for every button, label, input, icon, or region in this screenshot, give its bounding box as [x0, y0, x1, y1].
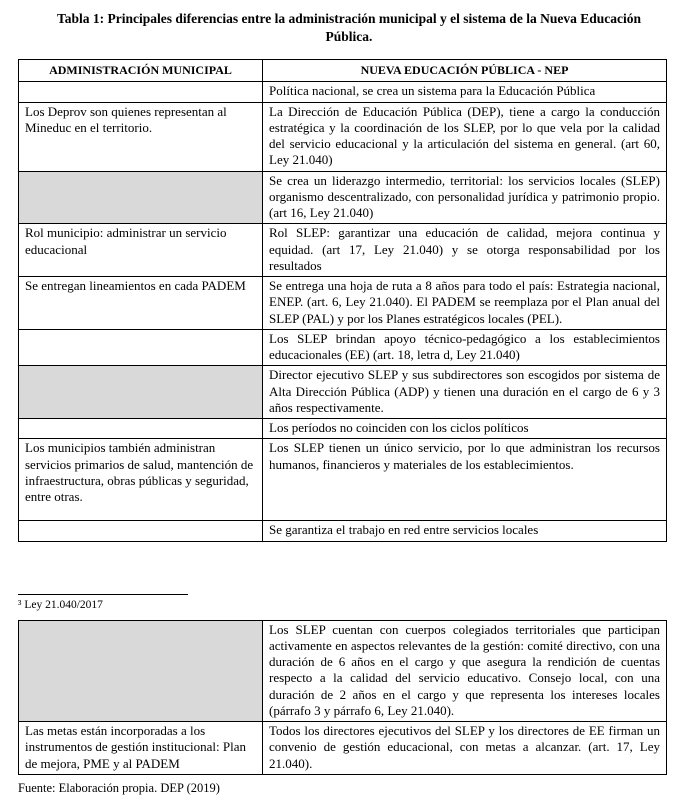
nep-cell: La Dirección de Educación Pública (DEP), tiene a cargo la conducción estratégica y la coordinación de los SLEP, por lo que vela por la calidad del servicio educacional y la articulación del sistema en general. (art 60, Ley 21.040): [263, 102, 667, 171]
nep-cell: Los SLEP tienen un único servicio, por lo que administran los recursos humanos, financieros y materiales de los establecimientos.: [263, 439, 667, 521]
municipal-cell: [19, 419, 263, 439]
comparison-table-part2: [18, 620, 667, 775]
table-row: [19, 224, 667, 277]
table-row: [19, 439, 667, 521]
nep-cell: Rol SLEP: garantizar una educación de calidad, mejora continua y equidad. (art 17, Ley 21.040) y se otorga responsabilidad por los resultados: [263, 224, 667, 277]
municipal-cell: [19, 329, 263, 366]
table-row: [19, 620, 667, 722]
table-row: [19, 419, 667, 439]
footnote-divider: [18, 594, 188, 595]
nep-cell: Se crea un liderazgo intermedio, territorial: los servicios locales (SLEP) organismo descentralizado, con personalidad jurídica y patrimonio propio. (art 16, Ley 21.040): [263, 171, 667, 224]
municipal-cell: [19, 620, 263, 722]
table-row: [19, 277, 667, 330]
header-row: [19, 60, 667, 82]
table-row: [19, 171, 667, 224]
column-header-municipal: ADMINISTRACIÓN MUNICIPAL: [19, 60, 263, 82]
municipal-cell: [19, 521, 263, 541]
municipal-cell: Se entregan lineamientos en cada PADEM: [19, 277, 263, 330]
nep-cell: Se entrega una hoja de ruta a 8 años para todo el país: Estrategia nacional, ENEP. (art. 6, Ley 21.040). El PADEM se reemplaza por el Plan anual del SLEP (PAL) y por los Planes estratégicos locales (PEL).: [263, 277, 667, 330]
municipal-cell: [19, 82, 263, 102]
nep-cell: Todos los directores ejecutivos del SLEP y los directores de EE firman un convenio de gestión educacional, con metas a alcanzar. (art. 17, Ley 21.040).: [263, 722, 667, 775]
nep-cell: Se garantiza el trabajo en red entre servicios locales: [263, 521, 667, 541]
nep-cell: Política nacional, se crea un sistema para la Educación Pública: [263, 82, 667, 102]
table-row: [19, 521, 667, 541]
nep-cell: Los períodos no coinciden con los ciclos políticos: [263, 419, 667, 439]
municipal-cell: [19, 366, 263, 419]
footnote-text: ³ Ley 21.040/2017: [18, 598, 103, 611]
table-row: [19, 329, 667, 366]
municipal-cell: Las metas están incorporadas a los instrumentos de gestión institucional: Plan de mejora, PME y al PADEM: [19, 722, 263, 775]
municipal-cell: Rol municipio: administrar un servicio educacional: [19, 224, 263, 277]
municipal-cell: Los municipios también administran servicios primarios de salud, mantención de infraestructura, obras públicas y seguridad, entre otras.: [19, 439, 263, 521]
table-row: [19, 722, 667, 775]
nep-cell: Director ejecutivo SLEP y sus subdirectores son escogidos por sistema de Alta Dirección Pública (ADP) y tienen una duración en el cargo de 6 y 3 años respectivamente.: [263, 366, 667, 419]
nep-cell: Los SLEP brindan apoyo técnico-pedagógico a los establecimientos educacionales (EE) (art. 18, letra d, Ley 21.040): [263, 329, 667, 366]
column-header-nep: NUEVA EDUCACIÓN PÚBLICA - NEP: [263, 60, 667, 82]
municipal-cell: Los Deprov son quienes representan al Mineduc en el territorio.: [19, 102, 263, 171]
source-note: Fuente: Elaboración propia. DEP (2019): [18, 780, 220, 795]
comparison-table-part1: [18, 59, 667, 541]
table-title: Tabla 1: Principales diferencias entre la administración municipal y el sistema de la Nueva Educación Pública.: [56, 11, 641, 45]
municipal-cell: [19, 171, 263, 224]
table-row: [19, 366, 667, 419]
table-row: [19, 82, 667, 102]
nep-cell: Los SLEP cuentan con cuerpos colegiados territoriales que participan activamente en aspectos relevantes de la gestión: comité directivo, con una duración de 6 años en el cargo y que asegura la rendición de cuentas respecto a la calidad del servicio educativo. Consejo local, con una duración de 2 años en el cargo y que representa los intereses locales (párrafo 3 y párrafo 6, Ley 21.040).: [263, 620, 667, 722]
table-row: [19, 102, 667, 171]
